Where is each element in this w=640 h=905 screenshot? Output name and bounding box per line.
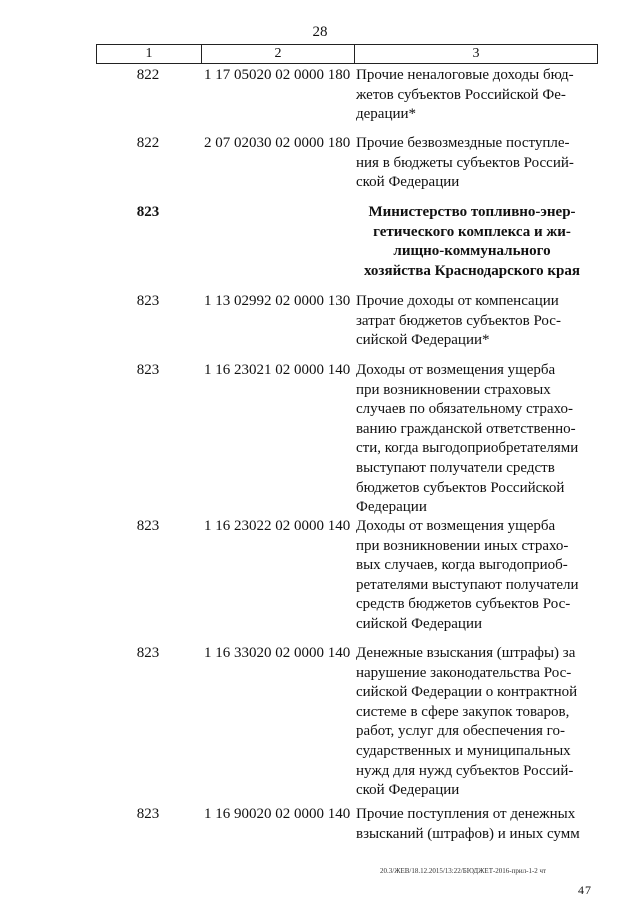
admin-code: 823 [136,362,160,378]
budget-code: 1 16 23021 02 0000 140 [204,362,351,378]
budget-code: 1 16 90020 02 0000 140 [204,806,351,822]
admin-code: 823 [136,204,160,220]
revenue-description: Прочие поступления от денежных взысканий (штрафов) и иных сумм [356,806,580,842]
admin-code: 822 [136,67,160,83]
revenue-description: Денежные взыскания (штрафы) за нарушение законодательства Рос- сийской Федерации о контрактной системе в сфере закупок товаров, работ, услуг для обеспечения го- сударственных и муниципальных нужд для нужд субъектов Россий- ской Федерации [356,645,578,799]
budget-code: 1 16 23022 02 0000 140 [204,518,351,534]
admin-code: 823 [136,293,160,309]
admin-code: 823 [136,645,160,661]
table-header [96,44,598,64]
revenue-description: Прочие безвозмездные поступле- ния в бюджеты субъектов Россий- ской Федерации [356,135,574,191]
header-col-2: 2 [202,45,355,63]
budget-code: 2 07 02030 02 0000 180 [204,135,351,151]
ministry-name: Министерство топливно-энер- гетического комплекса и жи- лищно-коммунального хозяйства Краснодарского края [364,204,580,279]
admin-code: 823 [136,806,160,822]
admin-code: 822 [136,135,160,151]
revenue-description: Доходы от возмещения ущерба при возникновении страховых случаев по обязательному страхо- ванию гражданской ответственно- сти, когда выгодоприобретателями выступают получатели средств бюджетов субъектов Российской Федерации [356,362,579,516]
header-col-3: 3 [472,46,480,61]
footer-document-meta: 20.3/ЖЕВ/18.12.2015/13:22/БЮДЖЕТ-2016-прил-1-2 чт [380,867,547,875]
revenue-description: Прочие неналоговые доходы бюд- жетов субъектов Российской Фе- дерации* [356,67,574,123]
budget-code: 1 16 33020 02 0000 140 [204,645,351,661]
footer-page-number: 47 [578,883,592,897]
revenue-description: Прочие доходы от компенсации затрат бюджетов субъектов Рос- сийской Федерации* [356,293,561,349]
revenue-description: Доходы от возмещения ущерба при возникновении иных страхо- вых случаев, когда выгодоприоб- ретателями выступают получатели средств бюджетов субъектов Рос- сийской Федерации [356,518,579,632]
header-col-1: 1 [97,45,202,63]
page-number-top: 28 [312,24,328,40]
admin-code: 823 [136,518,160,534]
budget-code: 1 13 02992 02 0000 130 [204,293,351,309]
budget-code: 1 17 05020 02 0000 180 [204,67,351,83]
